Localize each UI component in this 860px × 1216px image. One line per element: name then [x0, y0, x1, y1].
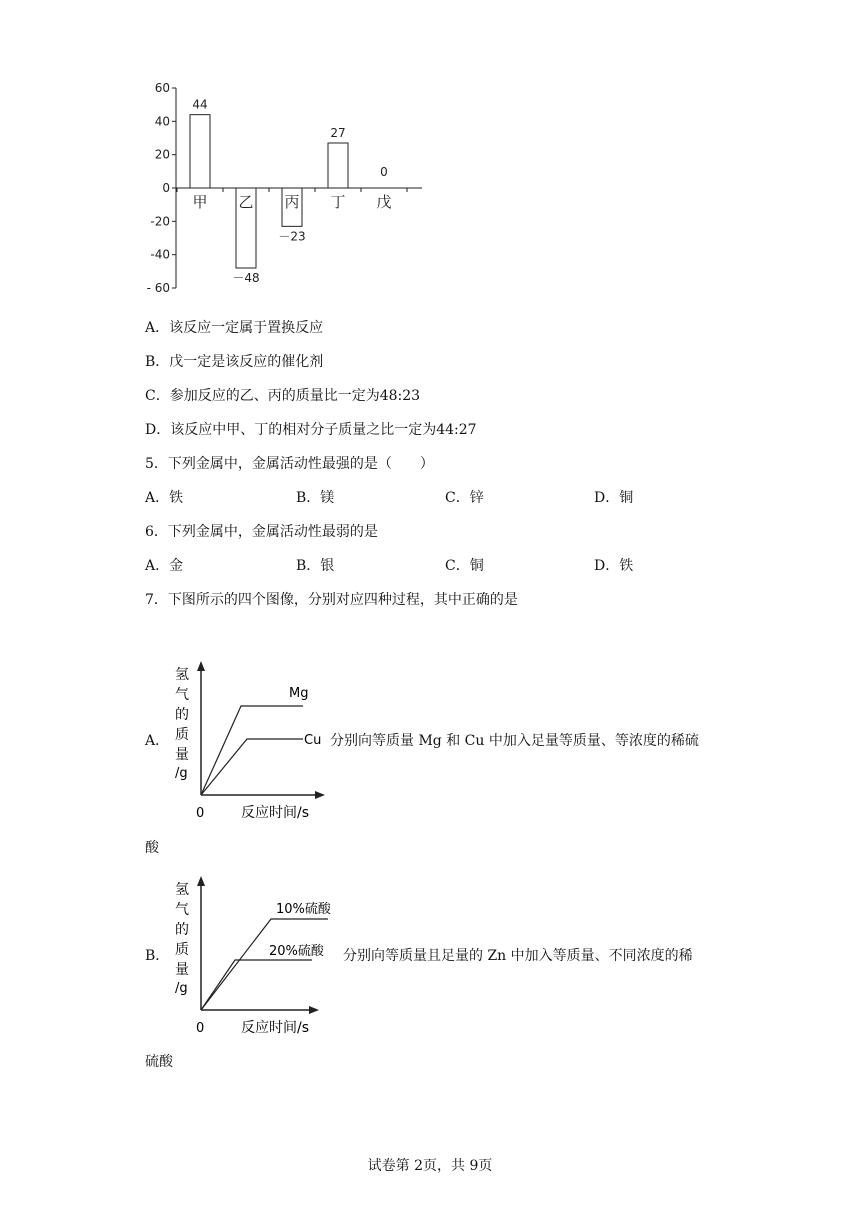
data-label: －23: [278, 229, 306, 244]
graph-b-origin: 0: [196, 1021, 205, 1036]
y-tick-label: - 60: [146, 281, 170, 295]
q4-option-a: A．该反应一定属于置换反应: [145, 320, 324, 336]
q7-option-b-text: 分别向等质量且足量的 Zn 中加入等质量、不同浓度的稀: [343, 948, 693, 964]
graph-b-y-label-1: 氢: [175, 882, 189, 898]
graph-a-y-label: [175, 667, 189, 781]
graph-b-y-label: [175, 882, 189, 996]
category-label: 丁: [330, 193, 346, 211]
graph-a-label-mg: Mg: [289, 686, 309, 701]
q7-graph-a: [165, 655, 335, 825]
q5-option-a: A．铁: [145, 490, 184, 506]
category-label: 乙: [238, 193, 254, 211]
graph-b-x-arrow: [309, 1006, 319, 1014]
category-labels: [192, 193, 391, 211]
q6-option-c: C．铜: [445, 558, 484, 574]
graph-b-y-label-4: 质: [175, 942, 189, 958]
graph-a-line-cu: [201, 739, 303, 795]
y-tick-label: -40: [150, 247, 170, 262]
graph-b-label-20: 20%硫酸: [269, 944, 324, 959]
page-footer: 试卷第 2页，共 9页: [367, 1158, 493, 1174]
category-label: 甲: [192, 193, 208, 211]
data-label: －48: [232, 271, 260, 285]
graph-a-origin: 0: [196, 806, 205, 821]
y-tick-label: 40: [154, 114, 170, 129]
q6-option-d: D．铁: [594, 558, 634, 574]
graph-b-y-label-6: /g: [175, 981, 188, 996]
q5-option-d: D．铜: [594, 490, 634, 506]
graph-a-y-label-1: 氢: [175, 667, 189, 683]
y-tick-label: 0: [162, 181, 170, 195]
graph-a-y-label-3: 的: [175, 707, 189, 723]
y-tick-label: 60: [154, 81, 170, 95]
q4-option-c: C．参加反应的乙、丙的质量比一定为48:23: [145, 388, 421, 404]
q4-option-d: D．该反应中甲、丁的相对分子质量之比一定为44:27: [145, 422, 477, 438]
y-ticks: [147, 81, 176, 295]
graph-a-x-label: 反应时间/s: [241, 805, 310, 821]
graph-b-y-label-3: 的: [175, 922, 189, 938]
graph-a-x-arrow: [315, 791, 325, 799]
q6-option-a: A．金: [145, 558, 184, 574]
bar-chart: [140, 78, 440, 298]
q6-option-b: B．银: [296, 558, 335, 574]
q7-option-a-text-cont: 酸: [145, 840, 159, 856]
graph-a-y-label-2: 气: [175, 687, 189, 703]
graph-b-label-10: 10%硫酸: [276, 902, 331, 917]
graph-a-label-cu: Cu: [304, 733, 322, 748]
graph-b-y-arrow: [197, 876, 205, 886]
graph-a-y-label-5: 量: [175, 747, 189, 763]
q5-option-b: B．镁: [296, 490, 335, 506]
q7-option-a-letter: A．: [145, 733, 170, 749]
q7-stem: 7．下图所示的四个图像，分别对应四种过程，其中正确的是: [145, 592, 518, 608]
category-label: 戊: [376, 193, 392, 211]
graph-b-line-20: [201, 960, 312, 1010]
graph-b-x-label: 反应时间/s: [241, 1020, 310, 1036]
q7-option-a-text: 分别向等质量 Mg 和 Cu 中加入足量等质量、等浓度的稀硫: [330, 733, 699, 749]
y-tick-label: -20: [150, 214, 170, 229]
q7-graph-b: [165, 868, 340, 1038]
graph-b-line-10: [201, 919, 328, 1010]
bar: [190, 115, 210, 188]
q7-option-b-letter: B．: [145, 948, 170, 964]
q7-option-b-text-cont: 硫酸: [145, 1054, 173, 1070]
q5-stem: 5．下列金属中，金属活动性最强的是（ ）: [145, 456, 434, 472]
graph-b-y-label-2: 气: [175, 902, 189, 918]
q6-stem: 6．下列金属中，金属活动性最弱的是: [145, 524, 378, 540]
data-label: 27: [330, 126, 346, 140]
q4-option-b: B．戊一定是该反应的催化剂: [145, 354, 324, 370]
q5-option-c: C．锌: [445, 490, 484, 506]
data-label: 0: [380, 165, 388, 179]
y-tick-label: 20: [154, 147, 170, 162]
bar: [328, 143, 348, 188]
graph-a-y-arrow: [197, 661, 205, 671]
graph-a-y-label-6: /g: [175, 766, 188, 781]
data-label: 44: [192, 97, 208, 112]
category-label: 丙: [284, 193, 300, 211]
graph-a-line-mg: [201, 706, 303, 795]
graph-a-y-label-4: 质: [175, 727, 189, 743]
graph-b-y-label-5: 量: [175, 962, 189, 978]
